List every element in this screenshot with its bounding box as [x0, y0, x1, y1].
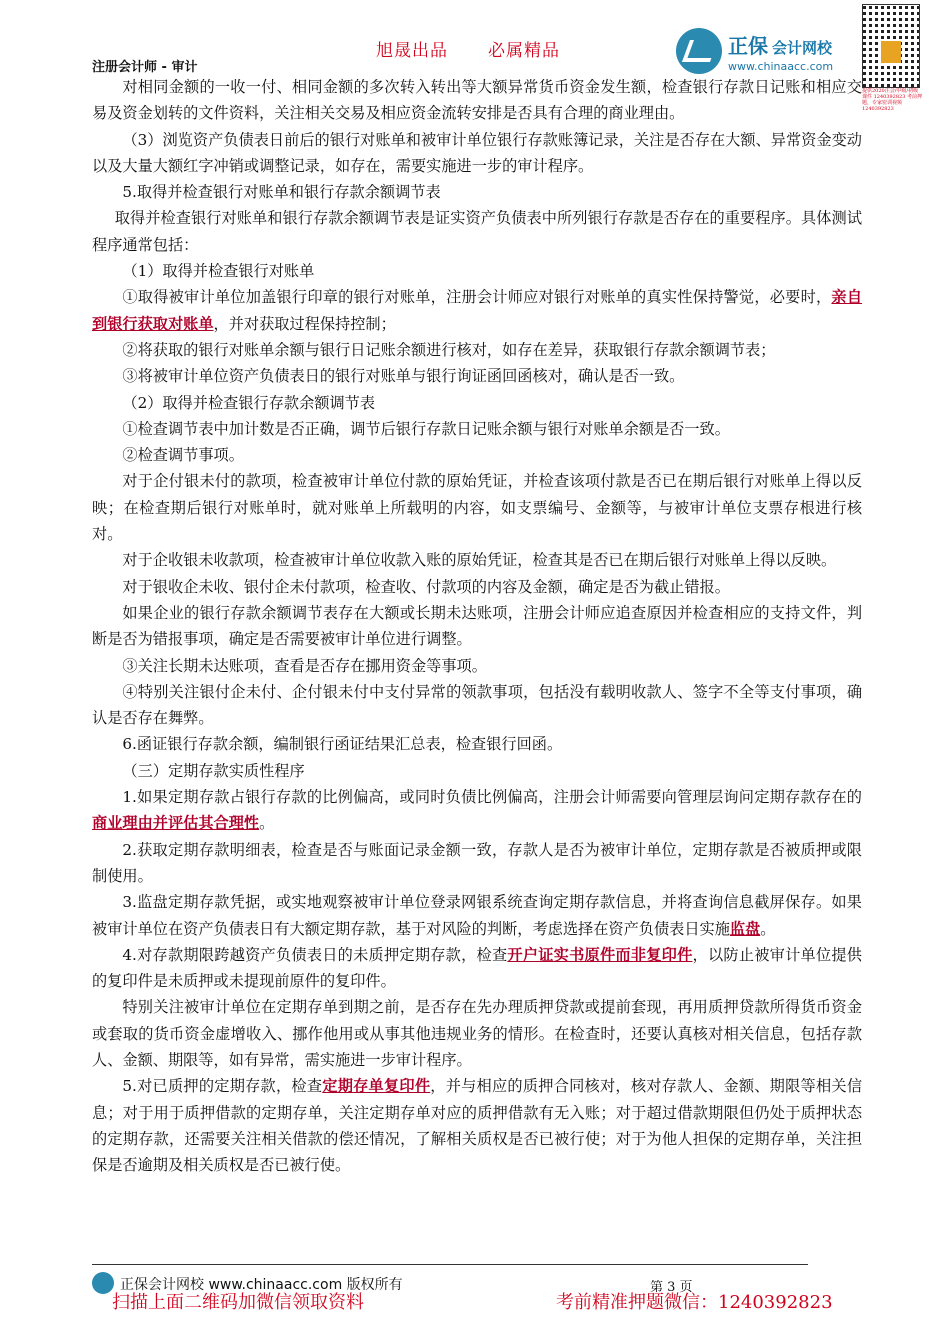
paragraph: （2）取得并检查银行存款余额调节表	[122, 393, 376, 412]
qr-center-badge	[881, 41, 901, 63]
chinaacc-logo	[676, 28, 833, 74]
footer-logo-icon	[92, 1272, 114, 1294]
highlighted-term: 商业理由并评估其合理性	[92, 814, 260, 833]
logo-mark-icon	[676, 28, 722, 74]
paragraph: ②检查调节事项。	[122, 446, 244, 465]
footer-copyright: 正保会计网校 www.chinaacc.com 版权所有	[120, 1277, 403, 1293]
paragraph: 取得并检查银行对账单和银行存款余额调节表是证实资产负债表中所列银行存款是否存在的重要程序。具体测试程序通常包括：	[92, 209, 862, 254]
paragraph: 对于企收银未收款项，检查被审计单位收款入账的原始凭证，检查其是否已在期后银行对账单上得以反映。	[122, 551, 837, 570]
paragraph: 对于银收企未收、银付企未付款项，检查收、付款项的内容及金额，确定是否为截止错报。	[122, 577, 730, 596]
paragraph: 5.取得并检查银行对账单和银行存款余额调节表	[122, 183, 441, 202]
paragraph: 特别关注被审计单位在定期存单到期之前，是否存在先办理质押贷款或提前套现，再用质押贷款所得货币资金或套取的货币资金虚增收入、挪作他用或从事其他违规业务的情形。在检查时，还要认真核对相关信息，包括存款人、金额、期限等，如有异常，需实施进一步审计程序。	[92, 998, 862, 1069]
slogan-1: 旭晟出品	[376, 41, 448, 61]
paragraph: （1）取得并检查银行对账单	[122, 262, 315, 281]
footer-promo-right: 考前精准押题微信：1240392823	[556, 1292, 833, 1313]
qr-code-icon	[862, 4, 920, 88]
header-slogans	[376, 36, 600, 61]
highlighted-term: 亲自到银行获取对账单	[92, 288, 863, 333]
footer-promo-left: 扫描上面二维码加微信领取资料	[112, 1292, 364, 1313]
page-number: 第 3 页	[650, 1280, 693, 1295]
document-label: 注册会计师 - 审计	[92, 60, 198, 75]
highlighted-term: 监盘	[729, 919, 761, 938]
paragraph: ③关注长期未达账项，查看是否存在挪用资金等事项。	[122, 656, 487, 675]
logo-url: www.chinaacc.com	[728, 59, 834, 73]
paragraph: ③将被审计单位资产负债表日的银行对账单与银行询证函回函核对，确认是否一致。	[122, 367, 685, 386]
paragraph: 1.如果定期存款占银行存款的比例偏高，或同时负债比例偏高，注册会计师需要向管理层询问定期存款存在的商业理由并评估其合理性。	[92, 788, 862, 833]
paragraph: （三）定期存款实质性程序	[122, 761, 305, 780]
paragraph: 2.获取定期存款明细表，检查是否与账面记录金额一致，存款人是否为被审计单位，定期存款是否被质押或限制使用。	[92, 840, 862, 885]
highlighted-term: 定期存单复印件	[322, 1077, 431, 1096]
document-body	[92, 74, 862, 1178]
paragraph: 6.函证银行存款余额，编制银行函证结果汇总表，检查银行回函。	[122, 735, 563, 754]
qr-note: 提供2020注会/中级/初级课件 1240392823 考前押题，专家密训视频 1240392823	[862, 88, 922, 112]
paragraph: （3）浏览资产负债表日前后的银行对账单和被审计单位银行存款账簿记录，关注是否存在大额、异常资金变动以及大量大额红字冲销或调整记录，如存在，需要实施进一步的审计程序。	[92, 130, 862, 175]
highlighted-term: 开户证实书原件而非复印件	[507, 945, 693, 964]
paragraph: ②将获取的银行对账单余额与银行日记账余额进行核对，如存在差异，获取银行存款余额调节表；	[122, 340, 776, 359]
paragraph: 如果企业的银行存款余额调节表存在大额或长期未达账项，注册会计师应追查原因并检查相应的支持文件，判断是否为错报事项，确定是否需要被审计单位进行调整。	[92, 603, 862, 649]
paragraph: ①取得被审计单位加盖银行印章的银行对账单，注册会计师应对银行对账单的真实性保持警觉，必要时，亲自到银行获取对账单，并对获取过程保持控制；	[92, 288, 863, 333]
paragraph: ①检查调节表中加计数是否正确，调节后银行存款日记账余额与银行对账单余额是否一致。	[122, 419, 730, 438]
paragraph: 对于企付银未付的款项，检查被审计单位付款的原始凭证，并检查该项付款是否已在期后银行对账单上得以反映；在检查期后银行对账单时，就对账单上所载明的内容，如支票编号、金额等，与被审计单位支票存根进行核对。	[92, 472, 862, 544]
paragraph: 3.监盘定期存款凭据，或实地观察被审计单位登录网银系统查询定期存款信息，并将查询信息截屏保存。如果被审计单位在资产负债表日有大额定期存款，基于对风险的判断，考虑选择在资产负债表日实施监盘。	[92, 893, 862, 938]
paragraph: 4.对存款期限跨越资产负债表日的未质押定期存款，检查开户证实书原件而非复印件，以防止被审计单位提供的复印件是未质押或未提现前原件的复印件。	[92, 945, 862, 991]
logo-name: 正保 会计网校	[728, 33, 833, 58]
paragraph: 对相同金额的一收一付、相同金额的多次转入转出等大额异常货币资金发生额，检查银行存款日记账和相应交易及资金划转的文件资料，关注相关交易及相应资金流转安排是否具有合理的商业理由。	[92, 78, 862, 123]
slogan-2: 必属精品	[488, 41, 560, 61]
paragraph: ④特别关注银付企未付、企付银未付中支付异常的领款事项，包括没有载明收款人、签字不全等支付事项，确认是否存在舞弊。	[92, 682, 862, 728]
footer-divider	[92, 1264, 808, 1265]
paragraph: 5.对已质押的定期存款，检查定期存单复印件，并与相应的质押合同核对，核对存款人、金额、期限等相关信息；对于用于质押借款的定期存单，关注定期存单对应的质押借款有无入账；对于超过借款期限但仍处于质押状态的定期存款，还需要关注相关借款的偿还情况，了解相关质权是否已被行使；对于为他人担保的定期存单，关注担保是否逾期及相关质权是否已被行使。	[92, 1077, 863, 1175]
